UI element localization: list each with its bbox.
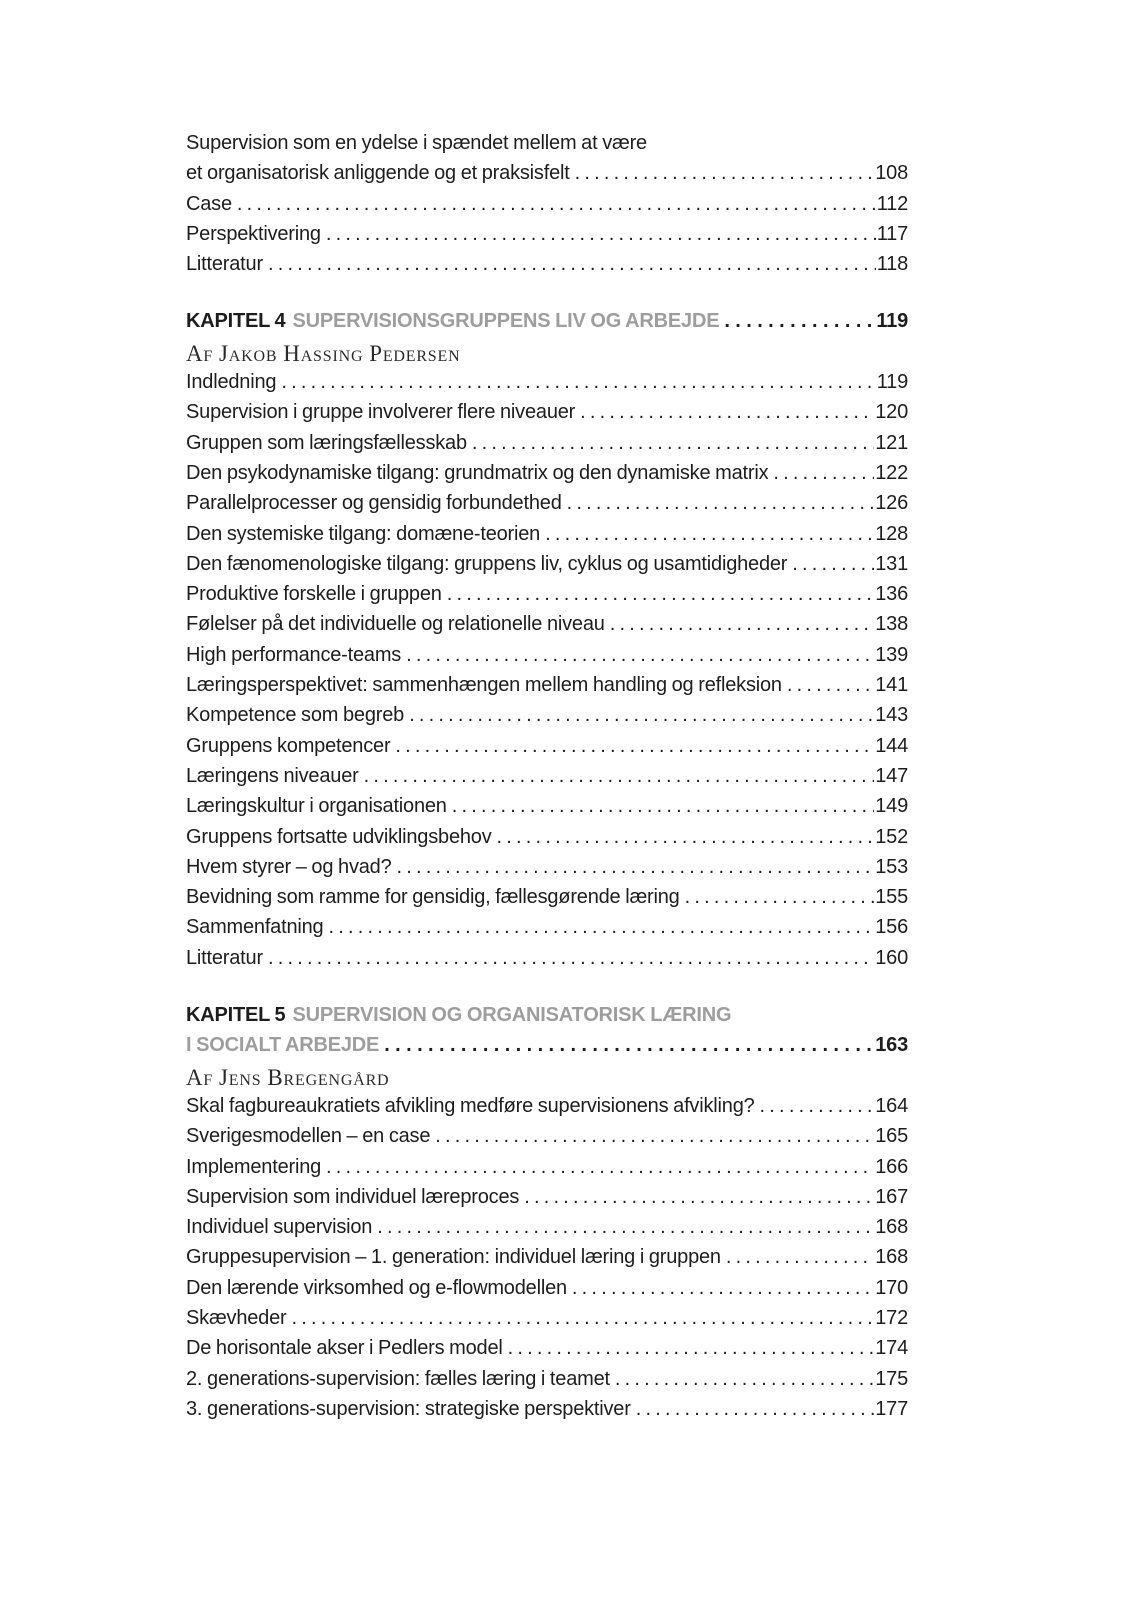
dot-leader [610, 613, 875, 636]
dot-leader [787, 674, 874, 697]
page-number: 147 [875, 764, 908, 787]
dot-leader [575, 162, 875, 185]
entry-title: Parallelprocesser og gensidig forbundethed [186, 492, 562, 515]
page-number: 138 [875, 613, 908, 636]
dot-leader [452, 795, 874, 818]
entry-title: Læringens niveauer [186, 764, 359, 787]
page-number: 165 [875, 1125, 908, 1148]
entry-title: Case [186, 192, 232, 215]
dot-leader [364, 765, 875, 788]
page-number: 144 [875, 734, 908, 757]
entry-title: Indledning [186, 371, 277, 394]
dot-leader [508, 1337, 875, 1360]
page-number: 163 [875, 1034, 908, 1057]
toc-entry [186, 401, 908, 431]
dot-leader [792, 553, 874, 576]
toc-entry [186, 1246, 908, 1276]
dot-leader [237, 193, 876, 216]
page-number: 166 [875, 1155, 908, 1178]
page-number: 149 [875, 795, 908, 818]
chapter-author-row [186, 1065, 908, 1095]
entry-title: Skal fagbureaukratiets afvikling medføre supervisionens afvikling? [186, 1094, 755, 1117]
toc-entry [186, 432, 908, 462]
entry-title: Litteratur [186, 946, 263, 969]
entry-title: Sverigesmodellen – en case [186, 1125, 431, 1148]
entry-title: Gruppesupervision – 1. generation: individuel læring i gruppen [186, 1246, 721, 1269]
entry-title: Skævheder [186, 1306, 287, 1329]
toc-entry [186, 583, 908, 613]
entry-title: Gruppens kompetencer [186, 734, 391, 757]
toc-entry [186, 886, 908, 916]
chapter-heading-row [186, 310, 908, 340]
toc-entry [186, 1216, 908, 1246]
toc-entry [186, 1307, 908, 1337]
entry-title: Kompetence som begreb [186, 704, 405, 727]
page-number: 108 [875, 162, 908, 185]
dot-leader [328, 916, 874, 939]
page-number: 120 [875, 401, 908, 424]
page-number: 128 [875, 522, 908, 545]
toc-entry [186, 704, 908, 734]
entry-title: Gruppen som læringsfællesskab [186, 431, 467, 454]
toc-entry [186, 916, 908, 946]
dot-leader [268, 947, 874, 970]
page-number: 168 [875, 1216, 908, 1239]
chapter-label: KAPITEL 4 [186, 310, 286, 333]
toc-entry [186, 492, 908, 522]
toc-entry [186, 462, 908, 492]
dot-leader [685, 886, 875, 909]
page-number: 160 [875, 946, 908, 969]
toc-entry [186, 223, 908, 253]
dot-leader [724, 310, 875, 333]
entry-title: De horisontale akser i Pedlers model [186, 1337, 503, 1360]
dot-leader [497, 826, 875, 849]
page-number: 175 [875, 1367, 908, 1390]
dot-leader [435, 1125, 874, 1148]
chapter-author-row [186, 341, 908, 371]
chapter-label: KAPITEL 5 [186, 1004, 286, 1027]
chapter-title: SUPERVISION OG ORGANISATORISK LÆRING [292, 1004, 732, 1027]
dot-leader [524, 1186, 874, 1209]
entry-title: Læringsperspektivet: sammenhængen mellem handling og refleksion [186, 674, 782, 697]
toc-entry [186, 674, 908, 704]
toc-entry [186, 826, 908, 856]
toc-entry [186, 1156, 908, 1186]
chapter-title: I SOCIALT ARBEJDE [186, 1034, 380, 1057]
entry-title: High performance-teams [186, 643, 402, 666]
toc-section-3 [186, 1004, 908, 1428]
entry-title: Den psykodynamiske tilgang: grundmatrix og den dynamiske matrix [186, 461, 769, 484]
toc-content [186, 132, 908, 1428]
entry-title: 3. generations-supervision: strategiske perspektiver [186, 1397, 631, 1420]
entry-title: Implementering [186, 1155, 322, 1178]
chapter-title: SUPERVISIONSGRUPPENS LIV OG ARBEJDE [292, 310, 720, 333]
dot-leader [291, 1307, 874, 1330]
page-number: 170 [875, 1276, 908, 1299]
page-number: 167 [875, 1185, 908, 1208]
toc-entry [186, 1368, 908, 1398]
page-number: 156 [875, 916, 908, 939]
dot-leader [397, 856, 875, 879]
dot-leader [409, 704, 874, 727]
toc-entry [186, 1125, 908, 1155]
toc-entry [186, 1095, 908, 1125]
dot-leader [472, 432, 874, 455]
dot-leader [773, 462, 874, 485]
entry-title: Supervision som individuel læreproces [186, 1185, 520, 1208]
page-number: 152 [875, 825, 908, 848]
dot-leader [384, 1034, 874, 1057]
dot-leader [615, 1368, 874, 1391]
page-number: 117 [876, 222, 908, 245]
dot-leader [545, 523, 874, 546]
dot-leader [567, 492, 875, 515]
dot-leader [726, 1246, 874, 1269]
author-name: Af Jakob Hassing Pedersen [186, 340, 461, 366]
toc-entry [186, 1186, 908, 1216]
toc-entry [186, 1337, 908, 1367]
toc-entry [186, 553, 908, 583]
page-number: 119 [876, 310, 908, 333]
dot-leader [326, 223, 876, 246]
page-number: 139 [875, 643, 908, 666]
toc-entry [186, 523, 908, 553]
dot-leader [395, 735, 874, 758]
toc-entry [186, 735, 908, 765]
page-number: 164 [875, 1094, 908, 1117]
entry-title: Individuel supervision [186, 1216, 373, 1239]
dot-leader [268, 253, 876, 276]
dot-leader [326, 1156, 874, 1179]
toc-entry [186, 253, 908, 283]
dot-leader [572, 1277, 874, 1300]
entry-title: Litteratur [186, 253, 263, 276]
toc-entry [186, 947, 908, 977]
dot-leader [760, 1095, 875, 1118]
page-number: 172 [875, 1306, 908, 1329]
page-number: 155 [875, 886, 908, 909]
page-number: 136 [875, 583, 908, 606]
page-number: 119 [876, 371, 908, 394]
dot-leader [580, 401, 874, 424]
toc-entry [186, 132, 908, 162]
dot-leader [377, 1216, 874, 1239]
entry-title: et organisatorisk anliggende og et praksisfelt [186, 162, 570, 185]
entry-title: Følelser på det individuelle og relationelle niveau [186, 613, 605, 636]
dot-leader [281, 371, 875, 394]
page-number: 121 [875, 431, 908, 454]
entry-title: Sammenfatning [186, 916, 324, 939]
toc-entry [186, 613, 908, 643]
entry-title: 2. generations-supervision: fælles læring i teamet [186, 1367, 610, 1390]
toc-entry [186, 193, 908, 223]
page-number: 126 [875, 492, 908, 515]
page-number: 141 [875, 674, 908, 697]
entry-title: Produktive forskelle i gruppen [186, 583, 442, 606]
toc-entry [186, 1277, 908, 1307]
entry-title: Hvem styrer – og hvad? [186, 855, 392, 878]
page-number: 153 [875, 855, 908, 878]
page-number: 143 [875, 704, 908, 727]
entry-title: Perspektivering [186, 222, 321, 245]
toc-entry [186, 765, 908, 795]
entry-title: Den fænomenologiske tilgang: gruppens liv, cyklus og usamtidigheder [186, 552, 788, 575]
toc-entry [186, 371, 908, 401]
toc-section-2 [186, 310, 908, 977]
author-name: Af Jens Bregengård [186, 1064, 390, 1090]
entry-title: Læringskultur i organisationen [186, 795, 447, 818]
entry-title: Den lærende virksomhed og e-flowmodellen [186, 1276, 567, 1299]
page-number: 122 [875, 461, 908, 484]
entry-title: Den systemiske tilgang: domæne-teorien [186, 522, 541, 545]
toc-entry [186, 795, 908, 825]
page-number: 168 [875, 1246, 908, 1269]
page-number: 118 [876, 253, 908, 276]
page-number: 177 [875, 1397, 908, 1420]
page-number: 112 [876, 192, 908, 215]
entry-title: Supervision som en ydelse i spændet mellem at være [186, 132, 647, 154]
chapter-heading-row [186, 1004, 908, 1034]
page-number: 131 [875, 552, 908, 575]
toc-entry [186, 644, 908, 674]
page-number: 174 [875, 1337, 908, 1360]
entry-title: Gruppens fortsatte udviklingsbehov [186, 825, 492, 848]
toc-entry [186, 1398, 908, 1428]
entry-title: Supervision i gruppe involverer flere niveauer [186, 401, 576, 424]
toc-entry [186, 162, 908, 192]
chapter-heading-row [186, 1034, 908, 1064]
dot-leader [406, 644, 874, 667]
dot-leader [636, 1398, 875, 1421]
entry-title: Bevidning som ramme for gensidig, fællesgørende læring [186, 886, 680, 909]
toc-entry [186, 856, 908, 886]
dot-leader [447, 583, 875, 606]
toc-section-1 [186, 132, 908, 283]
